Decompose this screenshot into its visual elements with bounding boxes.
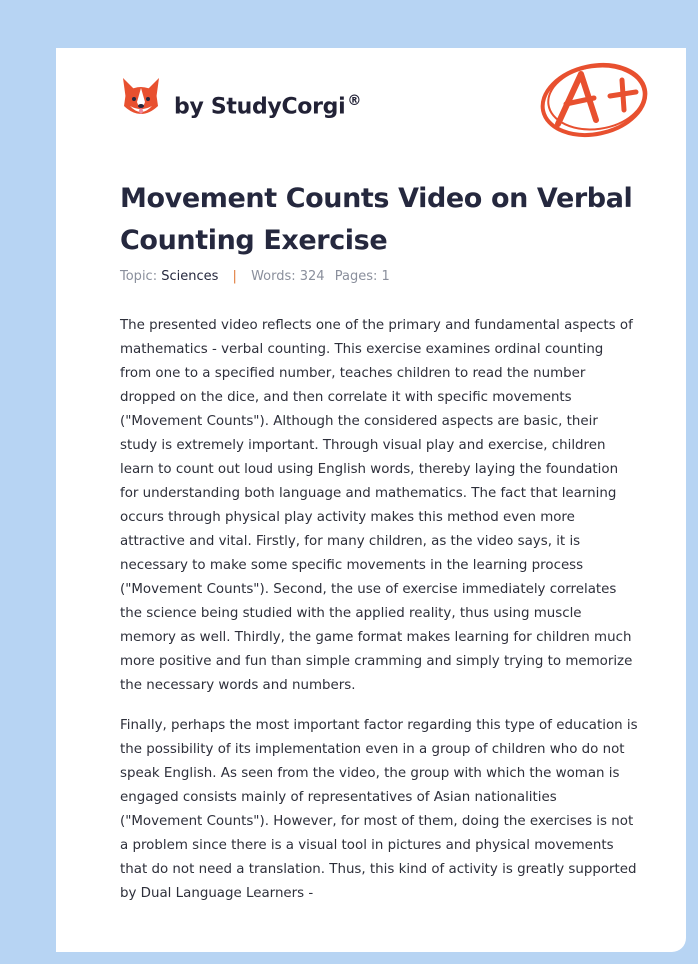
- topic-link[interactable]: Sciences: [161, 269, 219, 284]
- corgi-logo-icon[interactable]: [120, 76, 162, 120]
- word-count: Words: 324: [251, 269, 325, 284]
- a-plus-grade-icon: [536, 58, 651, 140]
- page-count: Pages: 1: [334, 269, 390, 284]
- registered-mark: ®: [347, 93, 362, 109]
- brand-text: by StudyCorgi: [174, 94, 346, 120]
- meta-separator: |: [232, 269, 237, 284]
- brand-name[interactable]: [174, 93, 361, 119]
- document-meta: [120, 269, 390, 284]
- paragraph: Finally, perhaps the most important factor regarding this type of education is the possibility of its implementation even in a group of children who do not speak English. As seen from the video, the group with which the woman is engaged consists mainly of representatives of Asian nationalities ("Movement Counts"). However, for most of them, doing the exercises is not a problem since there is a visual tool in pictures and physical movements that do not need a translation. Thus, this kind of activity is greatly supported by Dual Language Learners -: [120, 718, 638, 901]
- paragraph: The presented video reflects one of the primary and fundamental aspects of mathematics - verbal counting. This exercise examines ordinal counting from one to a specified number, teaches children to read the number dropped on the dice, and then correlate it with specific movements ("Movement Counts"). Although the considered aspects are basic, their study is extremely important. Through visual play and exercise, children learn to count out loud using English words, thereby laying the foundation for understanding both language and mathematics. The fact that learning occurs through physical play activity makes this method even more attractive and vital. Firstly, for many children, as the video says, it is necessary to make some specific movements in the learning process ("Movement Counts"). Second, the use of exercise immediately correlates the science being studied with the applied reality, thus using muscle memory as well. Thirdly, the game format makes learning for children much more positive and fun than simple cramming and simply trying to memorize the necessary words and numbers.: [120, 318, 633, 693]
- topic-label: Topic:: [120, 269, 158, 284]
- document-title: Movement Counts Video on Verbal Counting Exercise: [120, 183, 633, 256]
- document-page: [56, 48, 686, 952]
- document-body: [120, 314, 638, 922]
- header: [56, 48, 686, 158]
